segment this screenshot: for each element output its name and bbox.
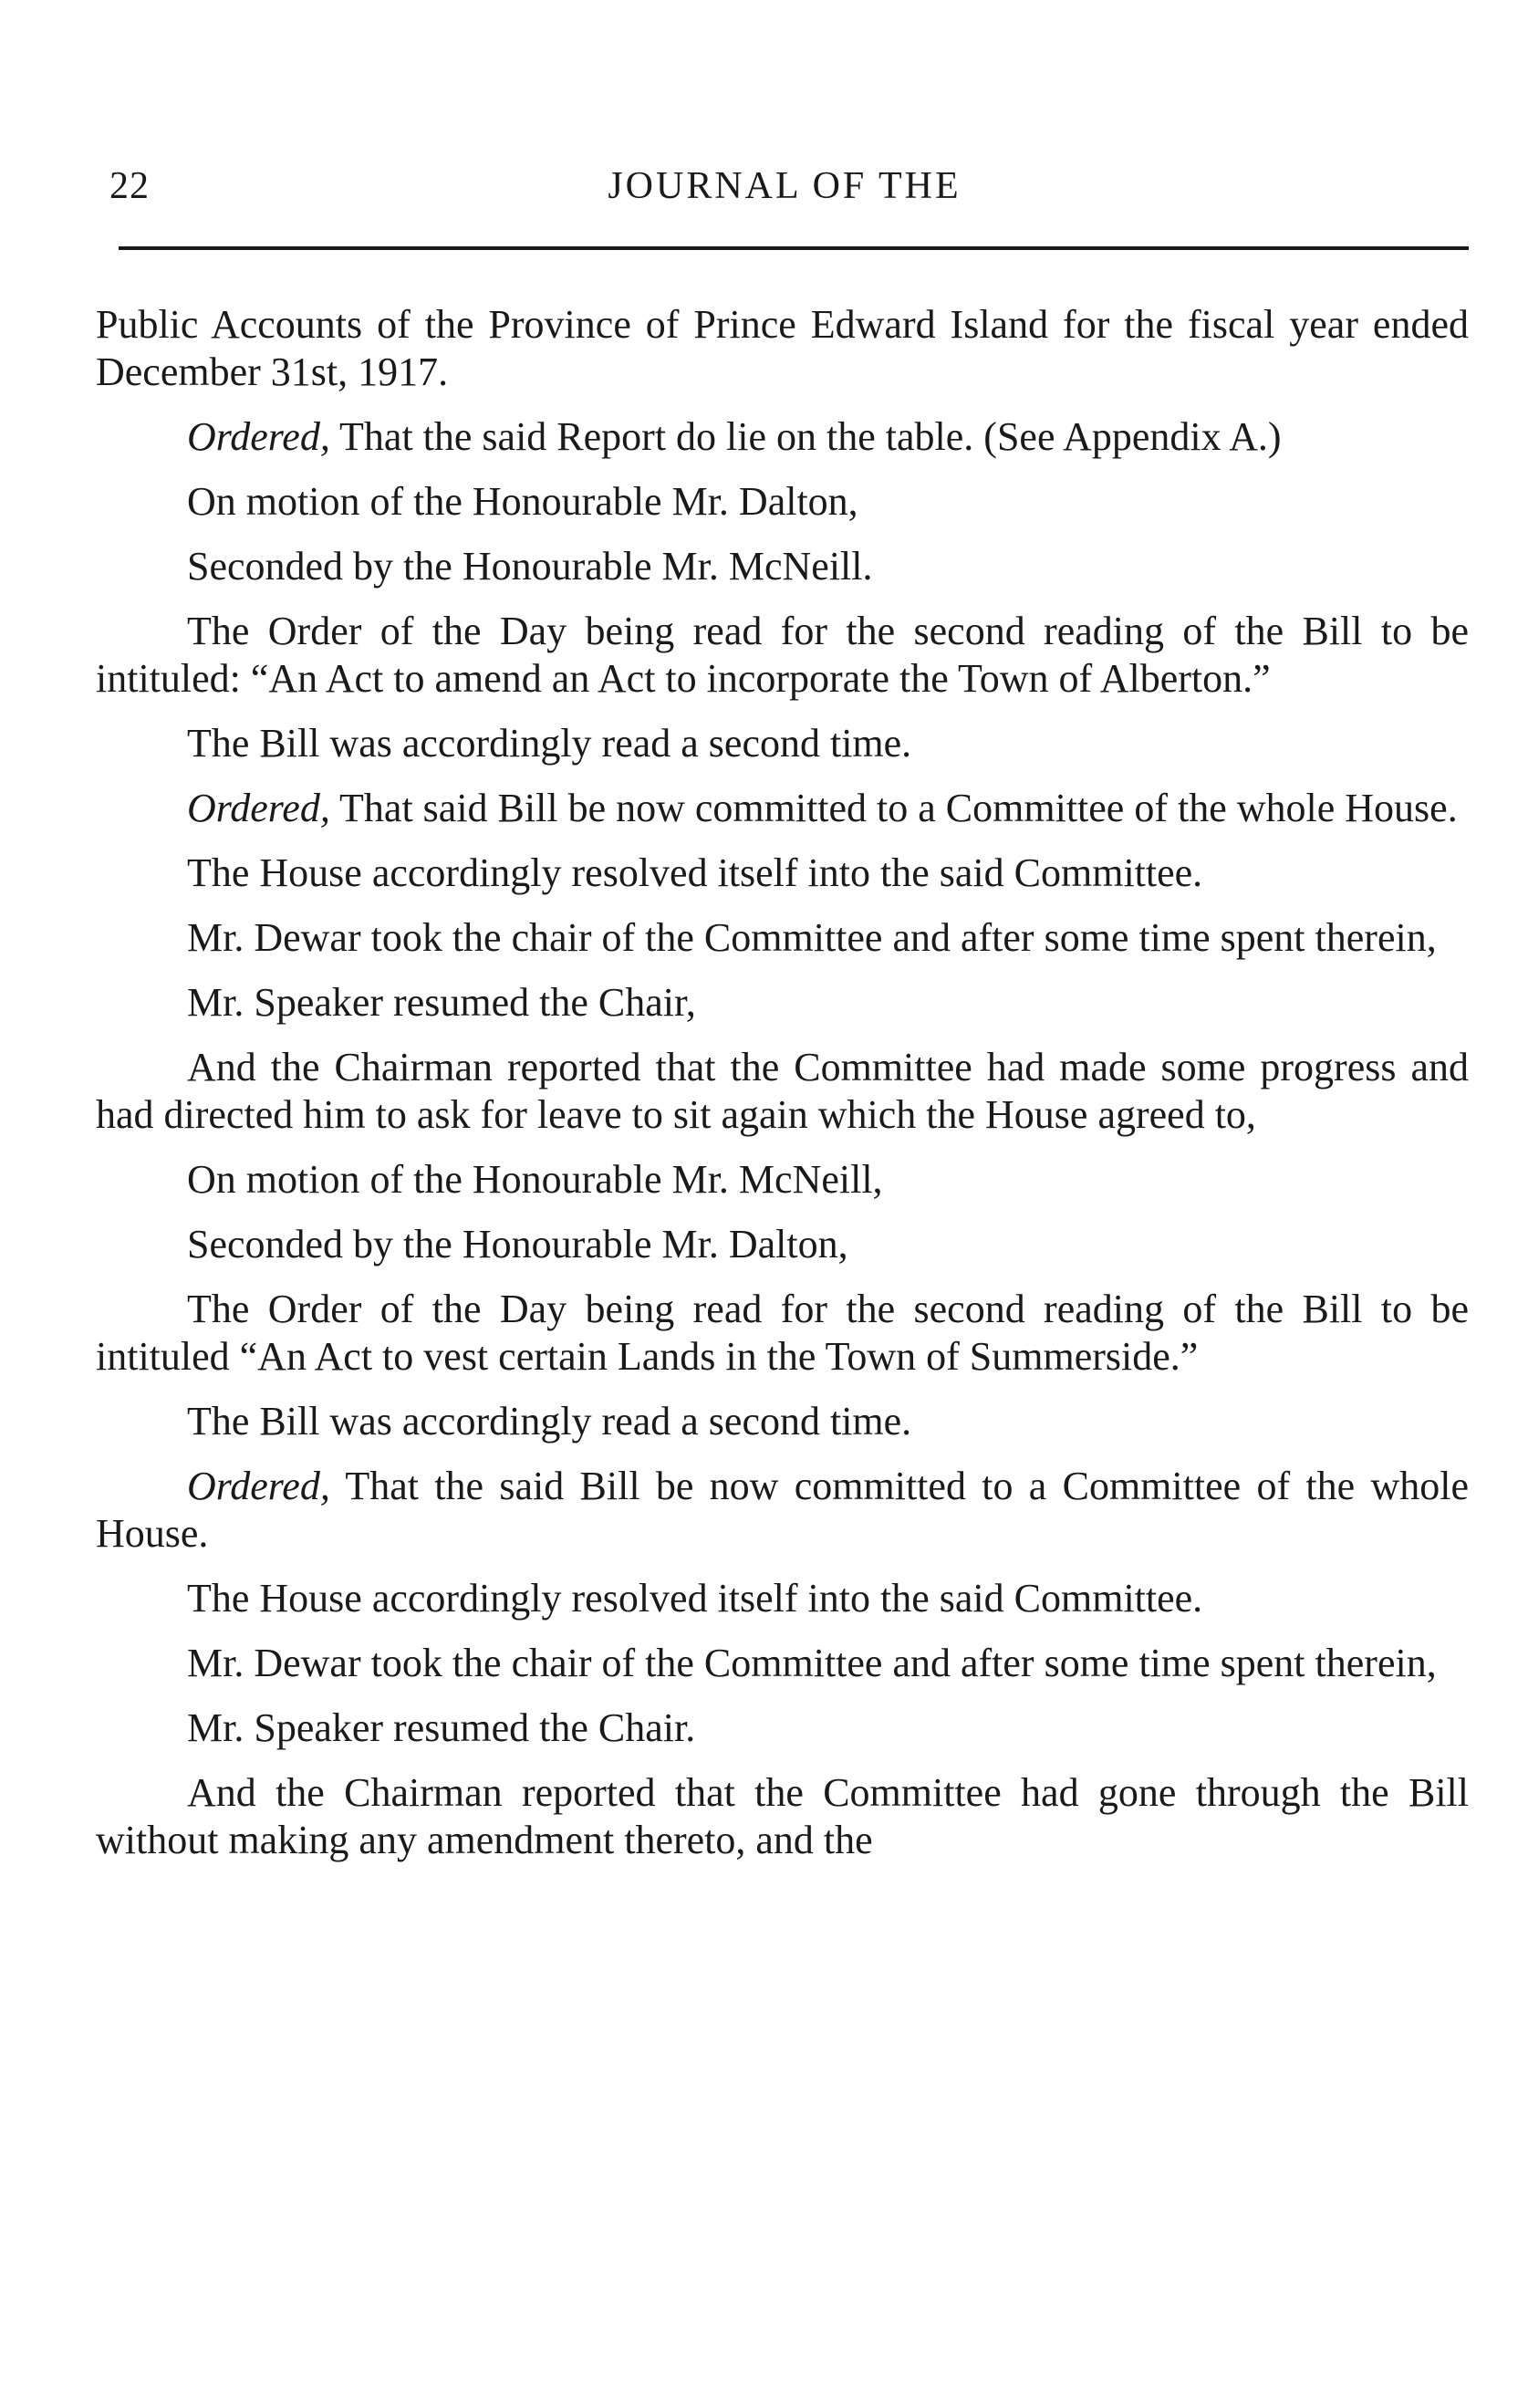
page-header: [109, 164, 1469, 219]
paragraph-text: On motion of the Honourable Mr. McNeill,: [187, 1157, 883, 1202]
running-title: JOURNAL OF THE: [608, 165, 961, 207]
paragraph: [96, 543, 1469, 590]
paragraph: [96, 914, 1469, 962]
paragraph: [96, 301, 1469, 396]
paragraph: [96, 1463, 1469, 1558]
paragraph: [96, 478, 1469, 526]
paragraph-text: Mr. Speaker resumed the Chair.: [187, 1705, 696, 1750]
paragraph: [96, 608, 1469, 703]
ordered-lead: Ordered,: [187, 1464, 330, 1508]
paragraph-text: Seconded by the Honourable Mr. Dalton,: [187, 1222, 848, 1267]
paragraph-text: And the Chairman reported that the Committee had made some progress and had directed him to ask for leave to sit again which the House agreed to,: [96, 1045, 1469, 1137]
paragraph-text: The House accordingly resolved itself into the said Committee.: [187, 850, 1203, 895]
paragraph: [96, 1156, 1469, 1204]
paragraph: [96, 1575, 1469, 1622]
paragraph: [96, 1286, 1469, 1381]
paragraph-text: That the said Report do lie on the table. (See Appendix A.): [329, 414, 1282, 459]
paragraph-text: That said Bill be now committed to a Committee of the whole House.: [329, 786, 1458, 830]
paragraph: [96, 720, 1469, 767]
paragraph-text: The Order of the Day being read for the second reading of the Bill to be intituled “An Act to vest certain Lands in the Town of Summerside.”: [96, 1287, 1469, 1379]
paragraph-text: Mr. Speaker resumed the Chair,: [187, 980, 696, 1025]
ordered-lead: Ordered,: [187, 786, 330, 830]
paragraph-text: The Bill was accordingly read a second time.: [187, 1399, 912, 1444]
paragraph-text: The Bill was accordingly read a second time.: [187, 721, 912, 766]
paragraph: [96, 850, 1469, 897]
ordered-lead: Ordered,: [187, 414, 330, 459]
paragraph: [96, 1044, 1469, 1139]
paragraph-text: On motion of the Honourable Mr. Dalton,: [187, 479, 858, 524]
paragraph-text: The House accordingly resolved itself into the said Committee.: [187, 1576, 1203, 1621]
paragraph: [96, 979, 1469, 1027]
paragraph-text: The Order of the Day being read for the second reading of the Bill to be intituled: “An Act to amend an Act to incorporate the Town of Alberton.”: [96, 609, 1469, 701]
paragraph: [96, 1769, 1469, 1864]
paragraph-text: And the Chairman reported that the Committee had gone through the Bill without making any amendment thereto, and the: [96, 1770, 1469, 1862]
paragraph: [96, 785, 1469, 832]
header-rule: [119, 246, 1469, 250]
paragraph: [96, 1221, 1469, 1268]
page-body: [96, 301, 1469, 1882]
page-number: 22: [109, 165, 150, 207]
paragraph: [96, 1398, 1469, 1445]
paragraph-text: Public Accounts of the Province of Prince Edward Island for the fiscal year ended December 31st, 1917.: [96, 302, 1469, 394]
paragraph-text: Mr. Dewar took the chair of the Committee and after some time spent therein,: [187, 915, 1437, 960]
paragraph-text: That the said Bill be now committed to a Committee of the whole House.: [96, 1464, 1469, 1556]
paragraph-text: Mr. Dewar took the chair of the Committee and after some time spent therein,: [187, 1641, 1437, 1685]
paragraph-text: Seconded by the Honourable Mr. McNeill.: [187, 544, 873, 589]
paragraph: [96, 413, 1469, 461]
paragraph: [96, 1640, 1469, 1687]
paragraph: [96, 1704, 1469, 1752]
